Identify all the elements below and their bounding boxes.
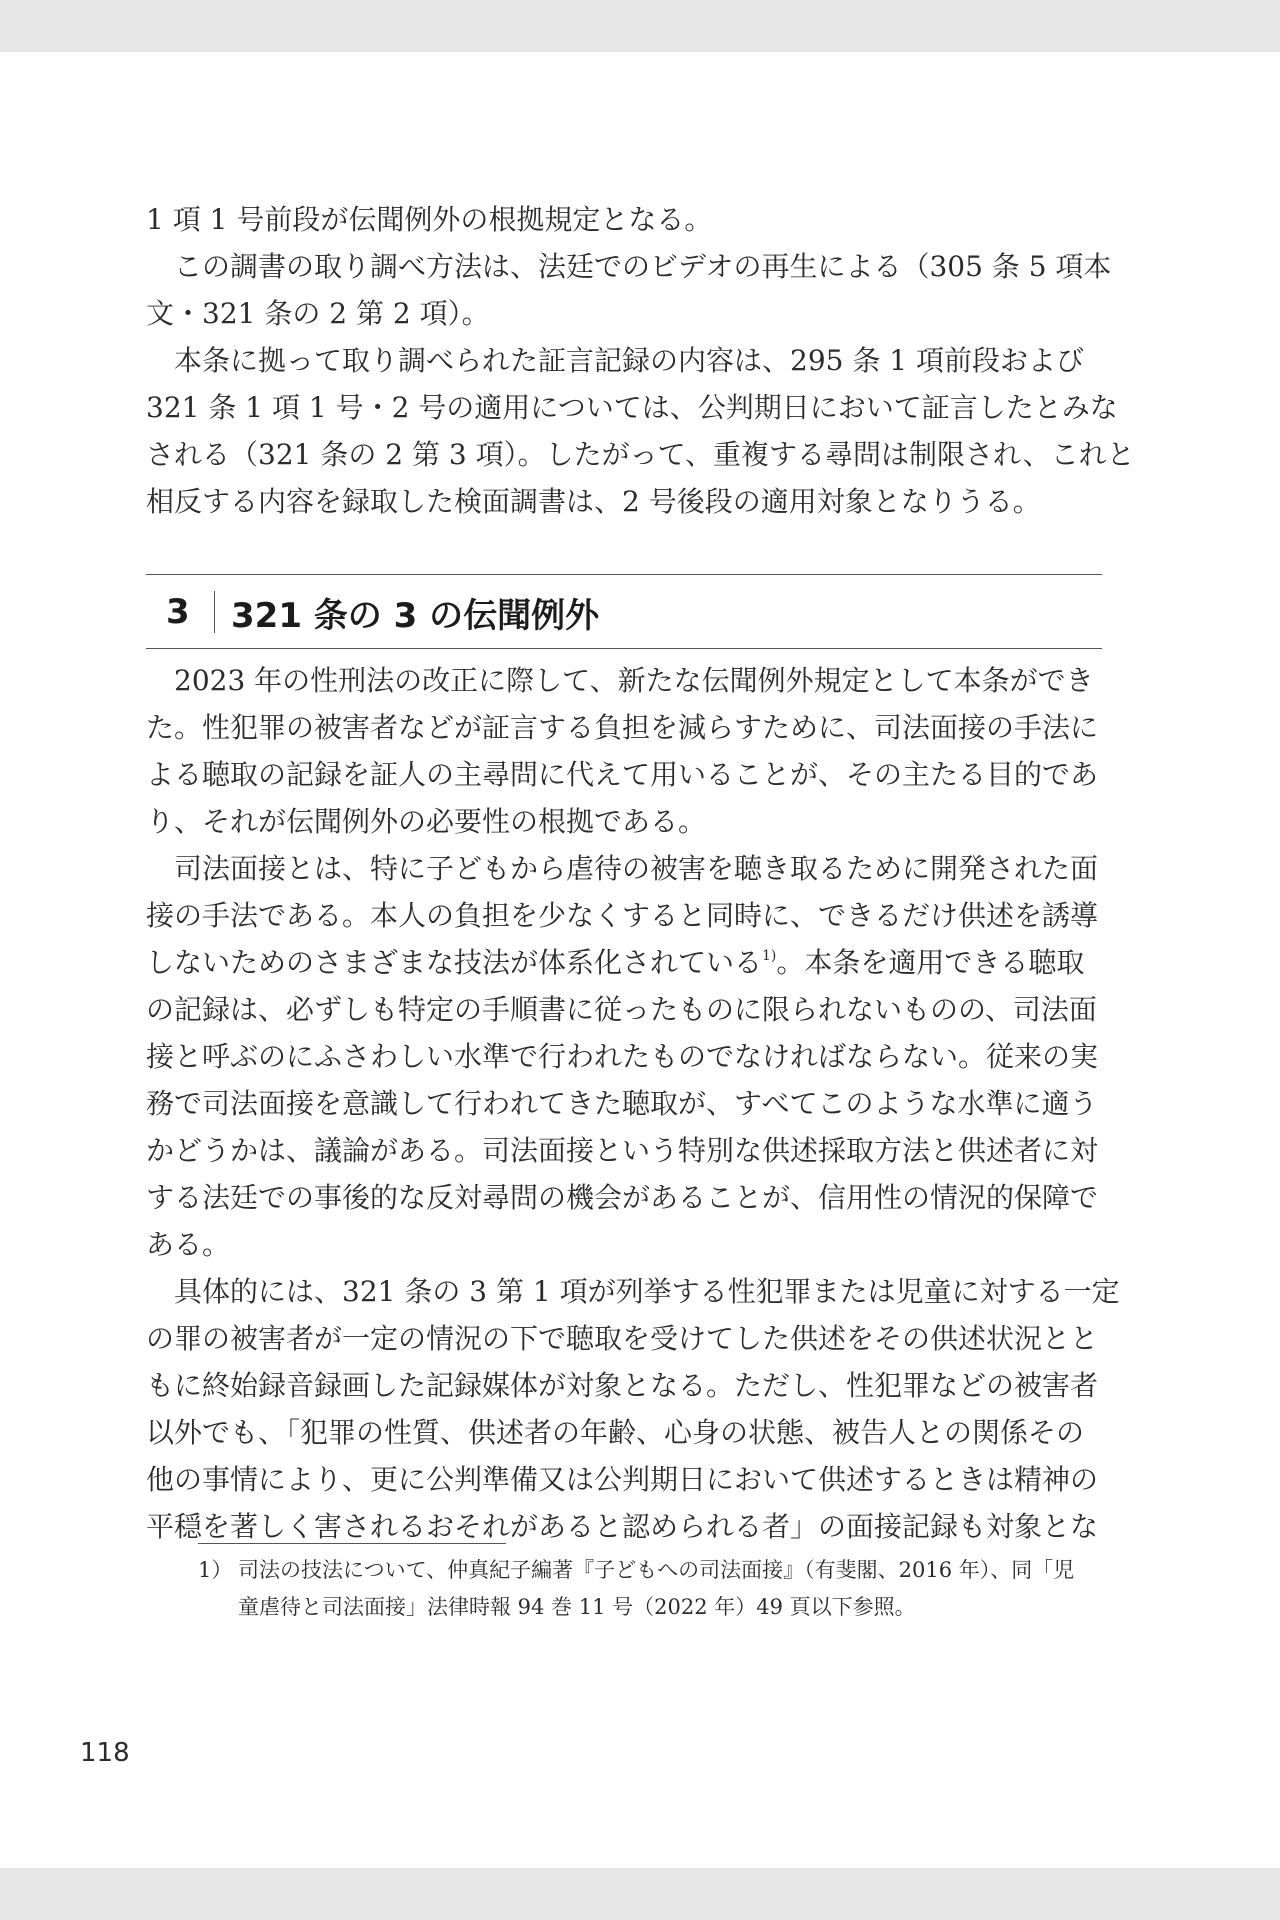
paragraph-line: 321 条 1 項 1 号・2 号の適用については、公判期日において証言したとみな: [146, 391, 1118, 424]
paragraph-line: 接の手法である。本人の負担を少なくすると同時に、できるだけ供述を誘導: [146, 899, 1099, 932]
paragraph-line: よる聴取の記録を証人の主尋問に代えて用いることが、その主たる目的であ: [146, 758, 1099, 791]
paragraph-line: 文・321 条の 2 第 2 項）。: [146, 297, 490, 330]
paragraph-line: 本条に拠って取り調べられた証言記録の内容は、295 条 1 項前段および: [174, 344, 1084, 377]
paragraph-line: り、それが伝聞例外の必要性の根拠である。: [146, 805, 707, 838]
paragraph-line-with-footnote: [146, 939, 1104, 986]
paragraph-line: かどうかは、議論がある。司法面接という特別な供述採取方法と供述者に対: [146, 1134, 1099, 1167]
section-title: 321 条の 3 の伝聞例外: [231, 595, 600, 636]
section-top-rule: [146, 574, 1102, 575]
paragraph-line: 平穏を著しく害されるおそれがあると認められる者」の面接記録も対象とな: [146, 1510, 1099, 1543]
section-number: 3: [166, 592, 190, 632]
paragraph-line: 相反する内容を録取した検面調書は、2 号後段の適用対象となりうる。: [146, 485, 1041, 518]
footnotes: [198, 1552, 1108, 1626]
paragraph-text: しないためのさまざまな技法が体系化されている: [146, 946, 763, 979]
paragraph-line: 司法面接とは、特に子どもから虐待の被害を聴き取るために開発された面: [174, 852, 1099, 885]
paragraph-line: 務で司法面接を意識して行われてきた聴取が、すべてこのような水準に適う: [146, 1087, 1098, 1120]
paragraph-line: この調書の取り調べ方法は、法廷でのビデオの再生による（305 条 5 項本: [174, 250, 1112, 283]
paragraph-line: 具体的には、321 条の 3 第 1 項が列挙する性犯罪または児童に対する一定: [174, 1275, 1120, 1308]
footnote-line: 童虐待と司法面接」法律時報 94 巻 11 号（2022 年）49 頁以下参照。: [238, 1595, 916, 1619]
footnote-text: 司法の技法について、仲真紀子編著『子どもへの司法面接』（有斐閣、2016 年）、同「児: [238, 1558, 1075, 1582]
footnote-number: 1）: [198, 1558, 233, 1582]
paragraph-line: される（321 条の 2 第 3 項）。したがって、重複する尋問は制限され、これと: [146, 438, 1135, 471]
footnote-line: [198, 1552, 1108, 1589]
section-divider: [214, 591, 215, 633]
paragraph-line: の記録は、必ずしも特定の手順書に従ったものに限られないものの、司法面: [146, 993, 1097, 1026]
paragraph-text: 。本条を適用できる聴取: [776, 946, 1085, 979]
page-number: 118: [80, 1738, 130, 1768]
section-bottom-rule: [146, 648, 1102, 649]
paragraph-line: 2023 年の性刑法の改正に際して、新たな伝聞例外規定として本条ができ: [174, 664, 1094, 697]
paragraph-line: た。性犯罪の被害者などが証言する負担を減らすために、司法面接の手法に: [146, 711, 1099, 744]
paragraph-line: の罪の被害者が一定の情況の下で聴取を受けてした供述をその供述状況とと: [146, 1322, 1099, 1355]
paragraph-line: ある。: [146, 1228, 231, 1261]
footnote-separator: [198, 1543, 506, 1544]
paragraph-line: 接と呼ぶのにふさわしい水準で行われたものでなければならない。従来の実: [146, 1040, 1099, 1073]
paragraph-line: 他の事情により、更に公判準備又は公判期日において供述するときは精神の: [146, 1463, 1099, 1496]
paragraph-line: 1 項 1 号前段が伝聞例外の根拠規定となる。: [146, 203, 713, 236]
intro-text: [146, 196, 1135, 525]
paragraph-line: 以外でも、「犯罪の性質、供述者の年齢、心身の状態、被告人との関係その: [146, 1416, 1085, 1449]
paragraph-line: する法廷での事後的な反対尋問の機会があることが、信用性の情況的保障で: [146, 1181, 1099, 1214]
section-heading: [146, 576, 599, 648]
paragraph-line: もに終始録音録画した記録媒体が対象となる。ただし、性犯罪などの被害者: [146, 1369, 1099, 1402]
section-text: [146, 657, 1120, 1550]
footnote-reference[interactable]: 1): [762, 948, 777, 964]
